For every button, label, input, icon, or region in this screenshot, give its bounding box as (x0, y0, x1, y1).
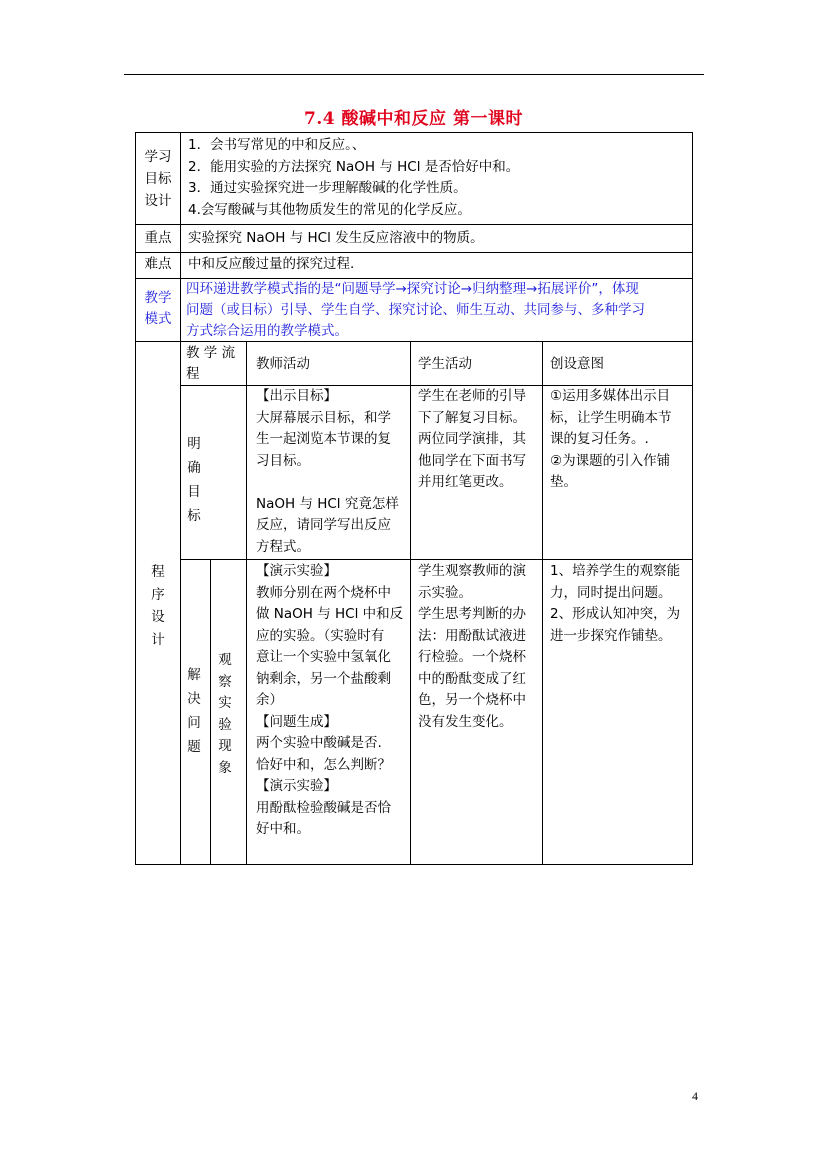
objective-item: 2．能用实验的方法探究 NaOH 与 HCl 是否恰好中和。 (188, 158, 520, 175)
stage2-teacher: 【演示实验】 教师分别在两个烧杯中 做 NaOH 与 HCl 中和反 应的实验。（实验时有 意让一个实验中氢氧化 钠剩余，另一个盐酸剩 余） 【问题生成】 两个实验中酸碱是否. 恰好中和，怎么判断？ 【演示实验】 用酚酞检验酸碱是否恰 好中和。 (256, 563, 404, 837)
key-point-label: 重点 (144, 230, 172, 246)
objective-item: 4.会写酸碱与其他物质发生的常见的化学反应。 (188, 201, 471, 218)
stage1-student: 学生在老师的引导 下了解复习目标。 两位同学演排，其 他同学在下面书写 并用红笔更改。 (418, 388, 526, 490)
stage2-student: 学生观察教师的演 示实验。 学生思考判断的办 法：用酚酞试液进 行检验。一个烧杯 中的酚酞变成了红 色，另一个烧杯中 没有发生变化。 (418, 563, 526, 730)
page-number: 4 (692, 1089, 698, 1103)
objective-item: 3．通过实验探究进一步理解酸碱的化学性质。 (188, 180, 467, 196)
stage1-intent: ①运用多媒体出示目 标，让学生明确本节 课的复习任务。. ②为课题的引入作铺 垫。 (550, 388, 672, 490)
procedure-label: 程 序 设 计 (151, 564, 165, 648)
difficulty-label: 难点 (144, 256, 172, 272)
stage2-name: 解 决 问 题 (187, 667, 201, 755)
header-rule (124, 74, 704, 75)
objectives-label: 学习 目标 设计 (144, 149, 172, 209)
stage1-name: 明 确 目 标 (187, 436, 201, 524)
page-title: 7.4 酸碱中和反应 第一课时 (304, 109, 523, 129)
header-intent: 创设意图 (550, 356, 604, 372)
header-student: 学生活动 (418, 356, 472, 372)
key-point-text: 实验探究 NaOH 与 HCl 发生反应溶液中的物质。 (188, 230, 484, 246)
stage2-intent: 1、培养学生的观察能 力，同时提出问题。 2、形成认知冲突，为 进一步探究作铺垫。 (550, 563, 681, 644)
objectives-list (188, 135, 688, 221)
mode-text: 四环递进教学模式指的是“问题导学→探究讨论→归纳整理→拓展评价”，体现 问题（或目标）引导、学生自学、探究讨论、师生互动、共同参与、多种学习 方式综合运用的教学模式。 (186, 281, 645, 339)
objective-item: 1．会书写常见的中和反应。、 (188, 137, 366, 153)
stage2-subname: 观 察 实 验 现 象 (218, 652, 232, 776)
mode-label: 教学 模式 (144, 290, 172, 327)
header-flow: 教 学 流 程 (186, 345, 236, 382)
header-teacher: 教师活动 (256, 356, 310, 372)
stage1-teacher: 【出示目标】 大屏幕展示目标，和学 生一起浏览本节课的复 习目标。 NaOH 与 HCl 究竟怎样 反应，请同学写出反应 方程式。 (256, 388, 399, 555)
difficulty-text: 中和反应酸过量的探究过程. (188, 256, 355, 272)
